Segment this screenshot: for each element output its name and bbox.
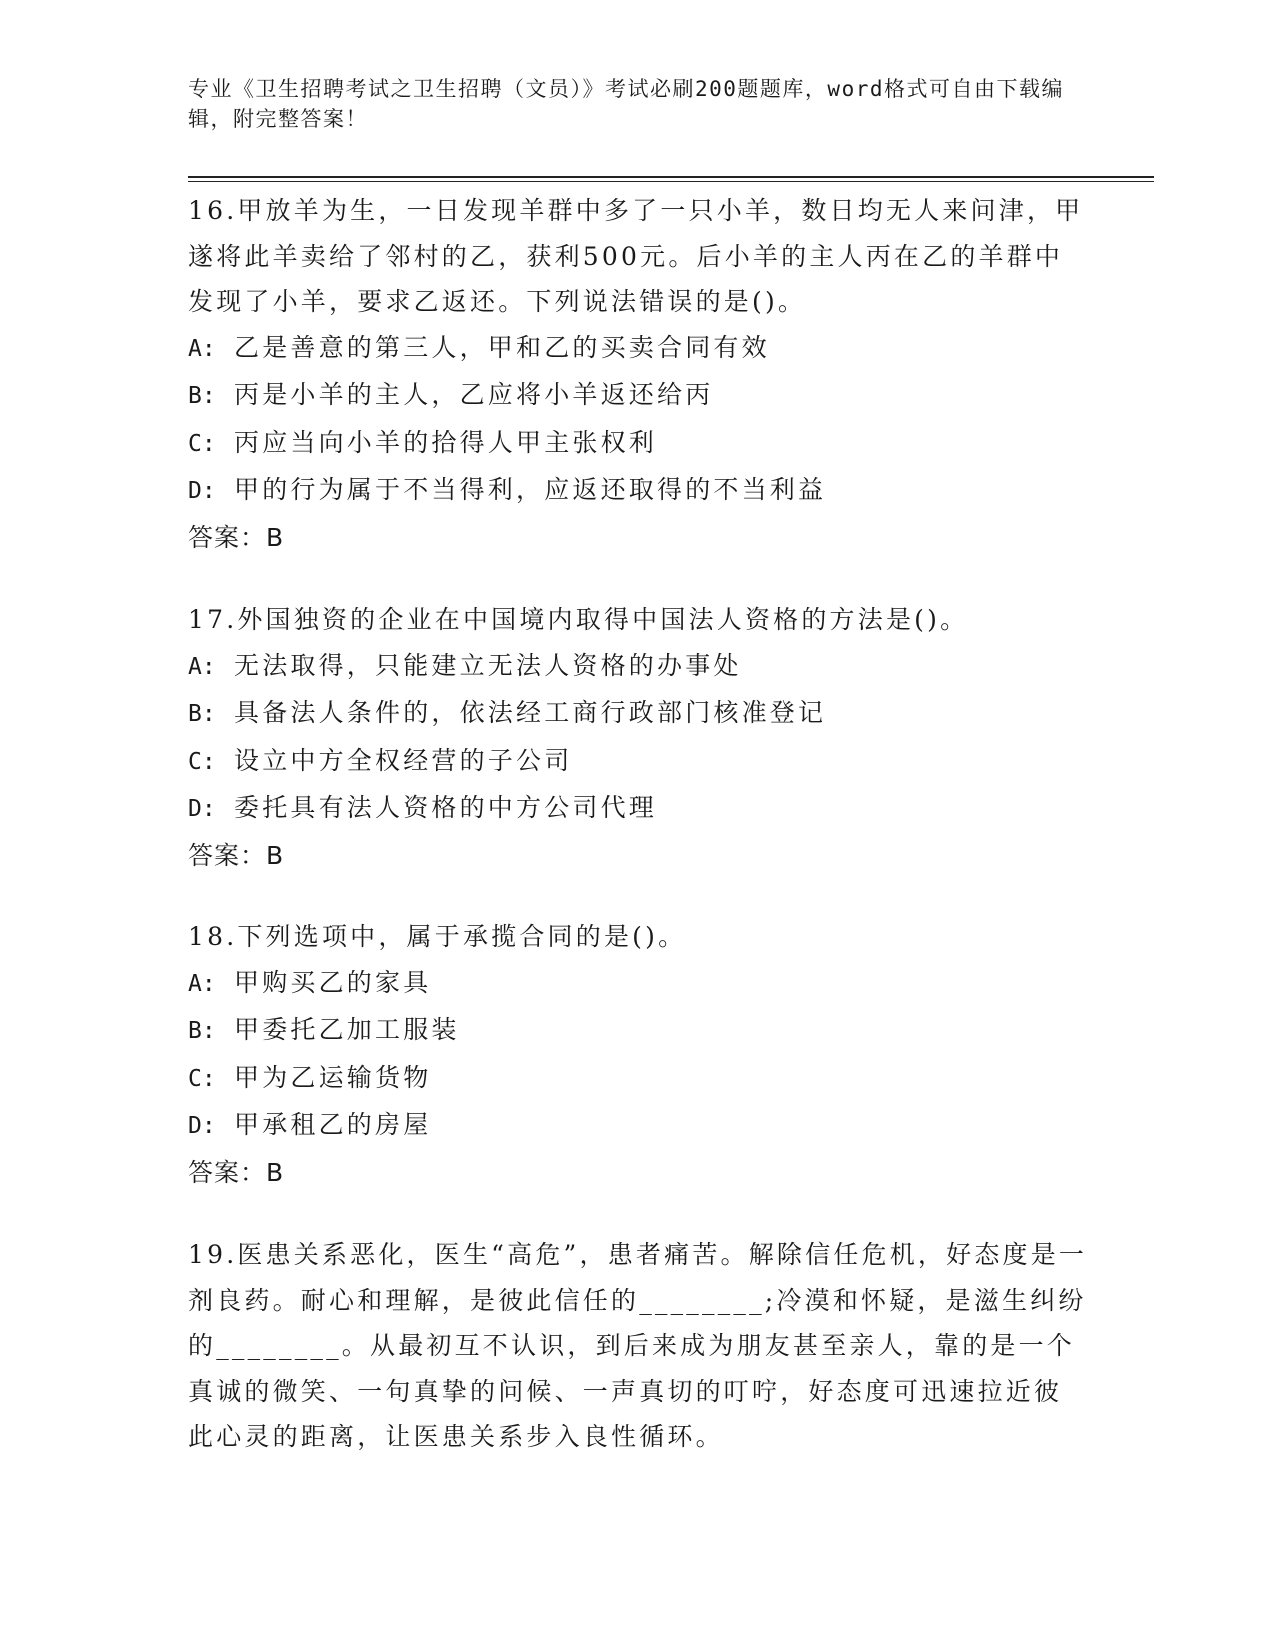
option-text: 丙应当向小羊的拾得人甲主张权利: [234, 427, 658, 457]
option-text: 设立中方全权经营的子公司: [234, 745, 573, 775]
option-b: [188, 372, 1088, 420]
option-text: 甲为乙运输货物: [234, 1062, 432, 1092]
option-key: A:: [188, 335, 216, 362]
option-text: 委托具有法人资格的中方公司代理: [234, 793, 658, 822]
option-key: A:: [188, 970, 216, 997]
option-c: [188, 420, 1088, 468]
option-text: 乙是善意的第三人，甲和乙的买卖合同有效: [234, 332, 770, 362]
header-divider-thin: [188, 181, 1154, 182]
option-d: [188, 1102, 1088, 1150]
question-16: [188, 188, 1088, 560]
option-key: C:: [188, 430, 216, 457]
option-d: [188, 467, 1088, 515]
option-key: D:: [188, 796, 216, 822]
header-divider-thick: [188, 176, 1154, 178]
question-18: [188, 914, 1088, 1195]
option-c: [188, 1055, 1088, 1103]
option-text: 甲购买乙的家具: [234, 967, 432, 997]
option-key: D:: [188, 478, 216, 504]
option-a: [188, 643, 1088, 691]
question-text: 18.下列选项中，属于承揽合同的是()。: [188, 922, 687, 951]
option-b: [188, 690, 1088, 738]
option-a: [188, 960, 1088, 1008]
option-key: B:: [188, 701, 216, 727]
option-key: B:: [188, 1018, 216, 1044]
option-b: [188, 1007, 1088, 1055]
option-text: 甲委托乙加工服装: [234, 1015, 460, 1044]
question-text: 17.外国独资的企业在中国境内取得中国法人资格的方法是()。: [188, 605, 969, 634]
document-header: 专业《卫生招聘考试之卫生招聘（文员）》考试必刷200题题库，word格式可自由下载编辑，附完整答案！: [188, 77, 1064, 131]
option-text: 无法取得，只能建立无法人资格的办事处: [234, 650, 742, 680]
option-d: [188, 785, 1088, 833]
option-c: [188, 738, 1088, 786]
option-a: [188, 325, 1088, 373]
answer-line: 答案：B: [188, 1157, 285, 1187]
option-key: A:: [188, 653, 216, 680]
question-text: 19.医患关系恶化，医生“高危”，患者痛苦。解除信任危机，好态度是一剂良药。耐心和理解，是彼此信任的________;冷漠和怀疑，是滋生纠纷的________。从最初互不认识，到后来成为朋友甚至亲人，靠的是一个真诚的微笑、一句真挚的问候、一声真切的叮咛，好态度可迅速拉近彼此心灵的距离，让医患关系步入良性循环。: [188, 1240, 1088, 1451]
option-text: 具备法人条件的，依法经工商行政部门核准登记: [234, 698, 827, 727]
option-key: C:: [188, 748, 216, 775]
option-text: 甲承租乙的房屋: [234, 1110, 432, 1139]
option-key: B:: [188, 383, 216, 409]
option-text: 丙是小羊的主人，乙应将小羊返还给丙: [234, 380, 714, 409]
option-key: C:: [188, 1065, 216, 1092]
question-17: [188, 597, 1088, 878]
question-text: 16.甲放羊为生，一日发现羊群中多了一只小羊，数日均无人来问津，甲遂将此羊卖给了邻村的乙，获利500元。后小羊的主人丙在乙的羊群中发现了小羊，要求乙返还。下列说法错误的是()。: [188, 196, 1084, 316]
answer-line: 答案：B: [188, 522, 285, 552]
option-key: D:: [188, 1113, 216, 1139]
option-text: 甲的行为属于不当得利，应返还取得的不当利益: [234, 475, 827, 504]
question-19: [188, 1232, 1088, 1460]
answer-line: 答案：B: [188, 840, 285, 870]
